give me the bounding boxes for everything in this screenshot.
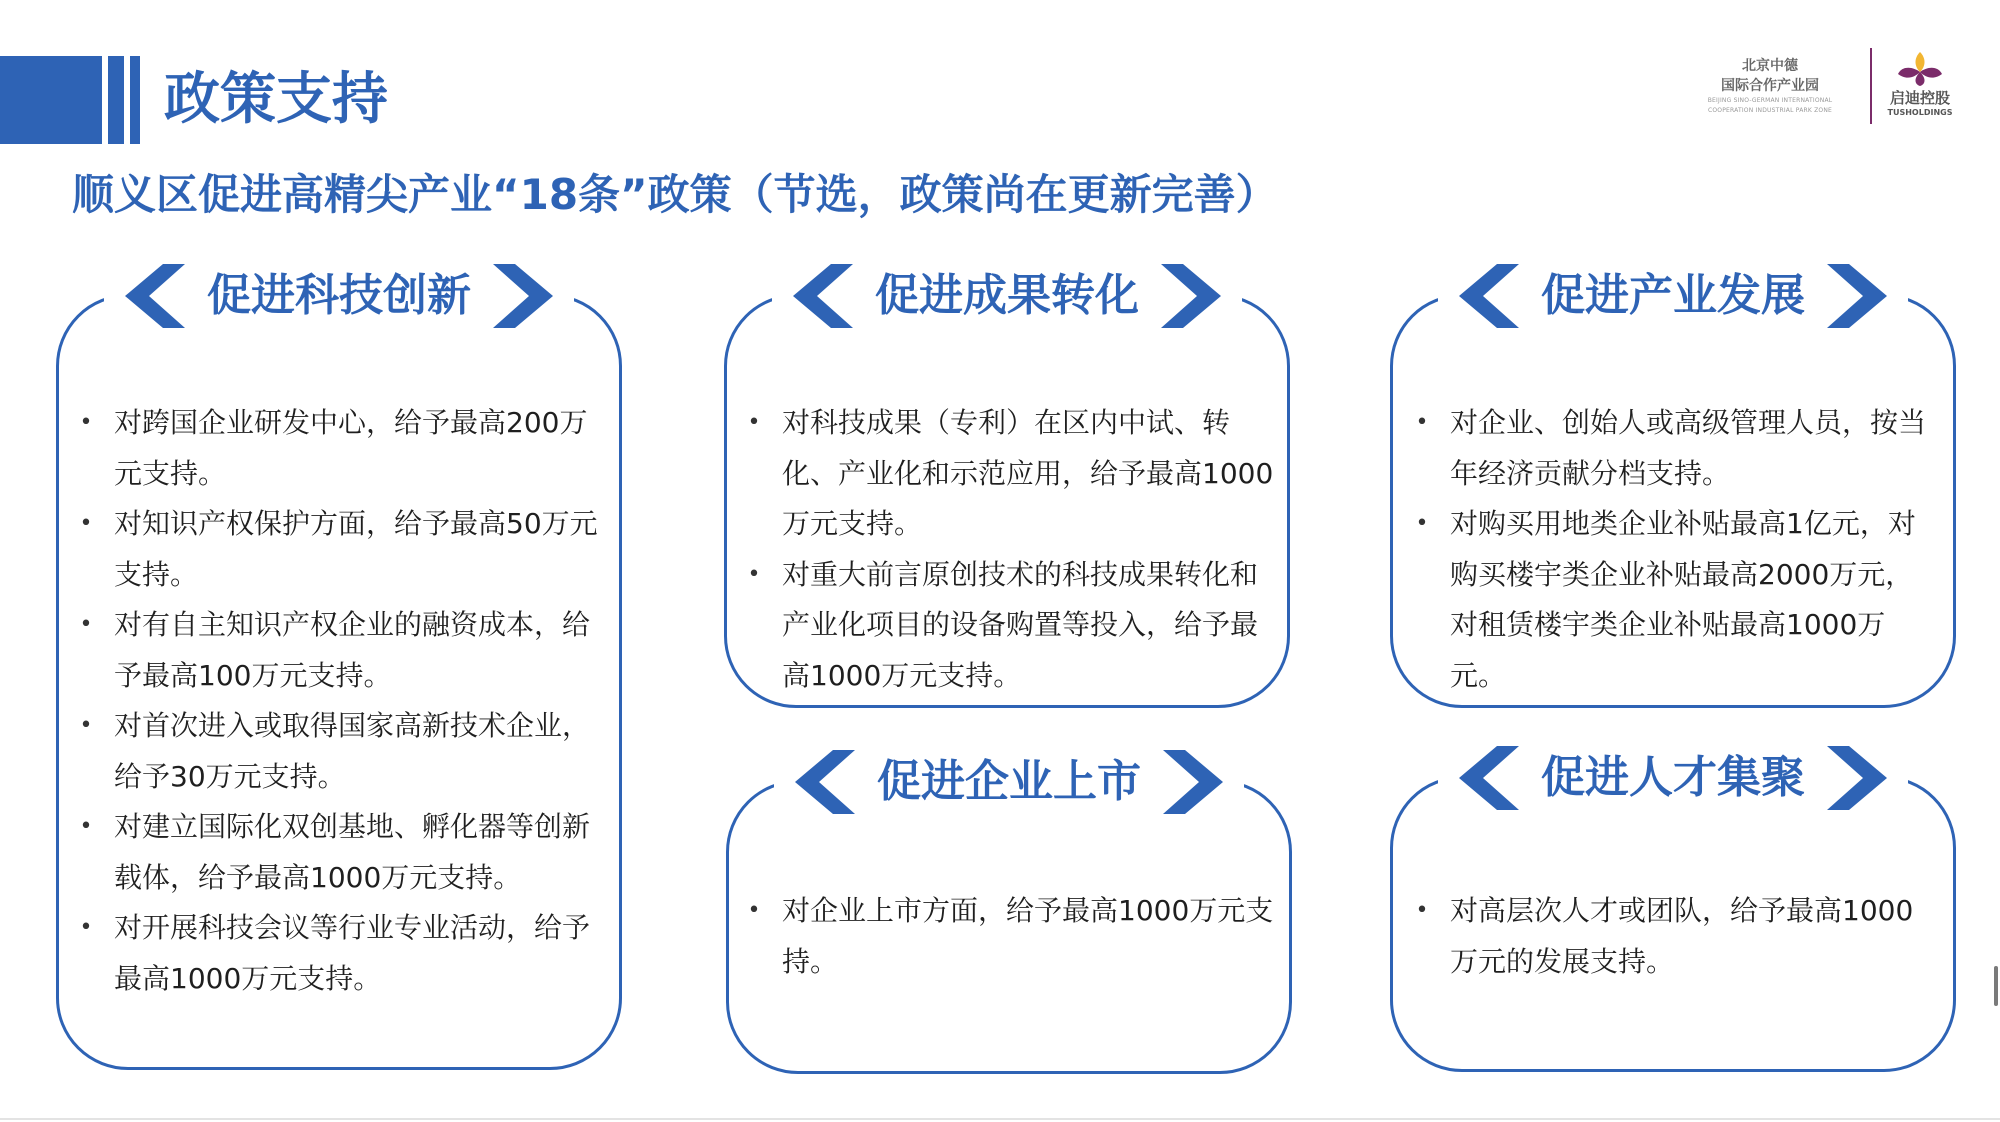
logo-area — [1680, 48, 1980, 138]
title-accent-stripe — [108, 56, 124, 144]
list-item — [76, 499, 606, 600]
sino-german-logo-en-line1: BEIJING SINO-GERMAN INTERNATIONAL — [1707, 97, 1833, 104]
list-item — [76, 398, 606, 499]
chevron-left-icon — [793, 264, 853, 328]
list-item — [76, 802, 606, 903]
list-item — [76, 600, 606, 701]
card-title: 促进科技创新 — [207, 270, 471, 321]
sino-german-logo-cn-line1: 北京中德 — [1742, 58, 1798, 74]
list-item — [744, 886, 1274, 987]
item-text: 对科技成果（专利）在区内中试、转化、产业化和示范应用，给予最高1000万元支持。 — [782, 406, 1274, 540]
item-text: 对企业、创始人或高级管理人员，按当年经济贡献分档支持。 — [1450, 406, 1927, 490]
scroll-edge-indicator — [1994, 966, 1998, 1006]
chevron-left-icon — [1459, 264, 1519, 328]
bullet: • — [747, 898, 761, 923]
bullet: • — [79, 915, 93, 940]
chevron-right-icon — [1827, 746, 1887, 810]
bullet: • — [1415, 410, 1429, 435]
list-item — [744, 398, 1274, 550]
logo-divider — [1870, 48, 1872, 124]
bullet: • — [79, 511, 93, 536]
card-items-industry-development — [1412, 398, 1940, 701]
list-item — [1412, 499, 1940, 701]
chevron-right-icon — [1827, 264, 1887, 328]
list-item — [1412, 398, 1940, 499]
tus-logo-cn: 启迪控股 — [1889, 89, 1950, 107]
tus-logo-en: TUSHOLDINGS — [1887, 108, 1953, 117]
list-item — [76, 903, 606, 1004]
item-text: 对跨国企业研发中心，给予最高200万元支持。 — [114, 406, 588, 490]
item-text: 对高层次人才或团队，给予最高1000万元的发展支持。 — [1450, 894, 1914, 978]
bullet: • — [79, 814, 93, 839]
page-subtitle: 顺义区促进高精尖产业“18条”政策（节选，政策尚在更新完善） — [72, 170, 1278, 219]
card-header-tech-innovation — [104, 256, 574, 336]
card-items-enterprise-listing — [744, 886, 1274, 987]
page-title: 政策支持 — [164, 67, 388, 132]
card-title: 促进产业发展 — [1541, 270, 1805, 321]
card-items-achievement-transfer — [744, 398, 1274, 701]
sino-german-park-logo — [1680, 56, 1860, 116]
card-items-talent-gathering — [1412, 886, 1940, 987]
bullet: • — [79, 410, 93, 435]
chevron-left-icon — [795, 750, 855, 814]
card-items-tech-innovation — [76, 398, 606, 1004]
bottom-divider — [0, 1118, 2000, 1120]
tus-flower-icon — [1892, 48, 1948, 88]
item-text: 对首次进入或取得国家高新技术企业，给予30万元支持。 — [114, 709, 591, 793]
bullet: • — [79, 713, 93, 738]
chevron-left-icon — [125, 264, 185, 328]
card-title: 促进企业上市 — [877, 756, 1141, 807]
sino-german-logo-cn-line2: 国际合作产业园 — [1721, 78, 1819, 94]
title-accent-bar — [0, 56, 102, 144]
tus-holdings-logo — [1880, 48, 1960, 118]
bullet: • — [747, 410, 761, 435]
item-text: 对知识产权保护方面，给予最高50万元支持。 — [114, 507, 598, 591]
chevron-right-icon — [1161, 264, 1221, 328]
chevron-right-icon — [1163, 750, 1223, 814]
list-item — [1412, 886, 1940, 987]
item-text: 对开展科技会议等行业专业活动，给予最高1000万元支持。 — [114, 911, 591, 995]
list-item — [744, 550, 1274, 702]
item-text: 对企业上市方面，给予最高1000万元支持。 — [782, 894, 1274, 978]
card-title: 促进人才集聚 — [1541, 752, 1805, 803]
list-item — [76, 701, 606, 802]
title-accent-stripe — [130, 56, 140, 144]
item-text: 对购买用地类企业补贴最高1亿元，对购买楼宇类企业补贴最高2000万元，对租赁楼宇类企业补贴最高1000万元。 — [1450, 507, 1916, 692]
chevron-left-icon — [1459, 746, 1519, 810]
bullet: • — [79, 612, 93, 637]
card-header-enterprise-listing — [774, 742, 1244, 822]
bullet: • — [1415, 898, 1429, 923]
card-header-talent-gathering — [1438, 738, 1908, 818]
bullet: • — [1415, 511, 1429, 536]
card-header-achievement-transfer — [772, 256, 1242, 336]
card-header-industry-development — [1438, 256, 1908, 336]
item-text: 对有自主知识产权企业的融资成本，给予最高100万元支持。 — [114, 608, 591, 692]
bullet: • — [747, 561, 761, 587]
chevron-right-icon — [493, 264, 553, 328]
item-text: 对建立国际化双创基地、孵化器等创新载体，给予最高1000万元支持。 — [114, 810, 591, 894]
sino-german-logo-en-line2: COOPERATION INDUSTRIAL PARK ZONE — [1707, 107, 1833, 114]
card-title: 促进成果转化 — [875, 270, 1139, 321]
item-text: 对重大前言原创技术的科技成果转化和产业化项目的设备购置等投入，给予最高1000万元支持。 — [782, 557, 1259, 692]
